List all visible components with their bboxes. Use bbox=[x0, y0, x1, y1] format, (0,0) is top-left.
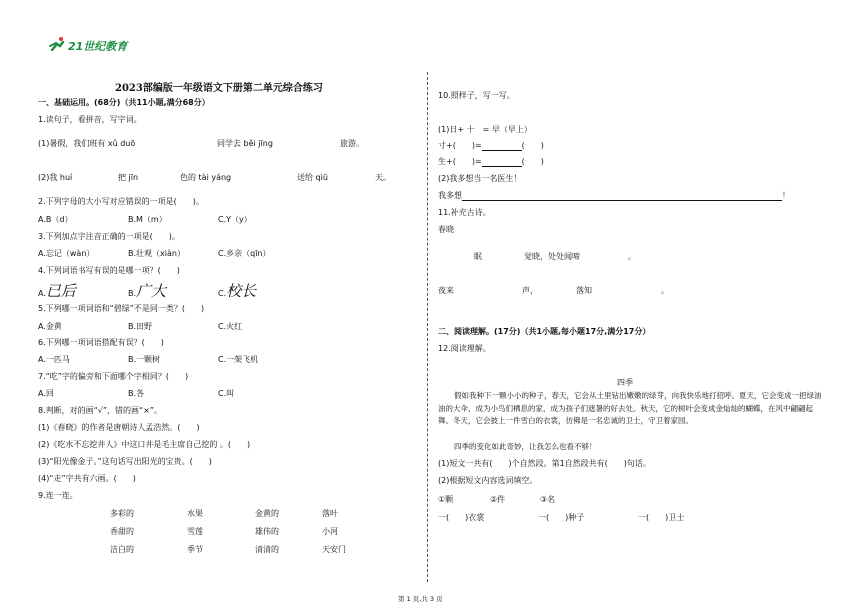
q2-stem: 2.下列字母的大小写对应错误的一项是( )。 bbox=[38, 197, 204, 206]
q11-stem: 11.补充古诗。 bbox=[438, 208, 491, 217]
q4-stem: 4.下列词语书写有误的是哪一项？( ) bbox=[38, 266, 180, 275]
q3-option-a[interactable]: A.忘记（wàn） bbox=[38, 249, 95, 258]
q6-stem: 6.下列哪一项词语搭配有误？( ) bbox=[38, 338, 164, 347]
q8-item-4[interactable]: (4)“走”字共有六画。( ) bbox=[38, 474, 136, 483]
q4-option-c[interactable] bbox=[218, 282, 257, 300]
q10-row1-b: ( ) bbox=[521, 141, 544, 150]
q9-cell[interactable]: 多彩的 bbox=[110, 509, 134, 518]
word-option-3: ③名 bbox=[540, 495, 556, 504]
q1-line2-a: (2)我 huí bbox=[38, 173, 73, 182]
q4-option-a-label: A. bbox=[38, 289, 46, 298]
q8-item-2[interactable]: (2)《吃水不忘挖井人》中这口井是毛主席自己挖的 。( ) bbox=[38, 440, 251, 449]
q9-cell[interactable]: 雪莲 bbox=[187, 527, 203, 536]
column-divider bbox=[427, 72, 428, 582]
q10-row1-a: 寸+( )= bbox=[438, 141, 482, 150]
q6-option-c[interactable]: C.一架飞机 bbox=[218, 355, 259, 364]
q10-stem: 10.照样子，写一写。 bbox=[438, 91, 515, 100]
q1-line2-b: 把 jīn bbox=[118, 173, 139, 182]
q9-cell[interactable]: 季节 bbox=[187, 545, 203, 554]
q5-option-b[interactable]: B.田野 bbox=[128, 322, 153, 331]
q7-option-b[interactable]: B.各 bbox=[128, 389, 145, 398]
poem-l2-c: 落知 bbox=[576, 286, 592, 295]
q8-stem: 8.判断，对的画“√”，错的画“×”。 bbox=[38, 406, 163, 415]
q10-row1[interactable] bbox=[438, 140, 544, 151]
q4-option-a-word: 已后 bbox=[45, 282, 76, 300]
q4-option-c-label: C. bbox=[218, 289, 227, 298]
q1-stem: 1.读句子，看拼音，写字词。 bbox=[38, 115, 142, 124]
q10-row2-blank[interactable] bbox=[482, 158, 522, 167]
passage-paragraph-2: 四季的变化如此奇妙，让我怎么也看不够！ bbox=[454, 442, 597, 451]
q1-line1-c: 旅游。 bbox=[340, 139, 364, 148]
q2-option-a[interactable]: A.B（d） bbox=[38, 215, 73, 224]
q9-cell[interactable]: 香甜的 bbox=[110, 527, 134, 536]
runner-logo-icon bbox=[48, 36, 68, 52]
q5-option-a[interactable]: A.金黄 bbox=[38, 322, 62, 331]
q7-option-a[interactable]: A.回 bbox=[38, 389, 54, 398]
q4-option-b-label: B. bbox=[128, 289, 137, 298]
q3-option-b[interactable]: B.壮观（xiàn） bbox=[128, 249, 185, 258]
q9-cell[interactable]: 金黄的 bbox=[255, 509, 279, 518]
fill-blank-3[interactable]: 一( )卫士 bbox=[638, 513, 685, 522]
q9-cell[interactable]: 水果 bbox=[187, 509, 203, 518]
fill-blank-1[interactable]: 一( )衣裳 bbox=[438, 513, 485, 522]
q7-option-c[interactable]: C.叫 bbox=[218, 389, 235, 398]
q10-row2-b: ( ) bbox=[521, 157, 544, 166]
q12-sub2: (2)根据短文内容选词填空。 bbox=[438, 476, 538, 485]
q9-stem: 9.连一连。 bbox=[38, 491, 78, 500]
q12-stem: 12.阅读理解。 bbox=[438, 344, 491, 353]
q4-option-b-word: 广大 bbox=[136, 282, 167, 300]
q9-cell[interactable]: 天安门 bbox=[322, 545, 346, 554]
q12-sub1[interactable]: (1)短文一共有( )个自然段。第1自然段共有( )句话。 bbox=[438, 459, 651, 468]
q1-line2-c: 色的 tài yáng bbox=[180, 173, 232, 182]
q10-row2[interactable] bbox=[438, 156, 544, 167]
q10-write-end: ！ bbox=[782, 191, 790, 200]
q1-line2-e: 天。 bbox=[375, 173, 391, 182]
passage-title: 四季 bbox=[617, 378, 633, 387]
logo-text: 21世纪教育 bbox=[68, 40, 128, 53]
q5-option-c[interactable]: C.火红 bbox=[218, 322, 243, 331]
q9-cell[interactable]: 洁白的 bbox=[110, 545, 134, 554]
word-option-2: ②件 bbox=[490, 495, 506, 504]
q10-write-line[interactable] bbox=[438, 190, 790, 201]
word-option-1: ①颗 bbox=[438, 495, 454, 504]
q3-option-c[interactable]: C.乡亲（qīn） bbox=[218, 249, 271, 258]
q10-sentence: (2)我多想当一名医生！ bbox=[438, 174, 522, 183]
q8-item-1[interactable]: (1)《春晓》的作者是唐朝诗人孟浩然。( ) bbox=[38, 423, 200, 432]
q1-line2-d: 送给 qiū bbox=[297, 173, 328, 182]
q10-write-blank[interactable] bbox=[462, 192, 782, 201]
q6-option-a[interactable]: A.一匹马 bbox=[38, 355, 70, 364]
q4-option-a[interactable] bbox=[38, 282, 76, 300]
q7-stem: 7.“吃”字的偏旁和下面哪个字相同？( ) bbox=[38, 372, 189, 381]
q4-option-c-word: 校长 bbox=[226, 282, 257, 300]
poem-l1-a: 眠 bbox=[474, 252, 482, 261]
q9-cell[interactable]: 清清的 bbox=[255, 545, 279, 554]
poem-l2-d: 。 bbox=[661, 286, 669, 295]
q10-example: (1)日+ 十 = 早（早上） bbox=[438, 125, 532, 134]
q10-row1-blank[interactable] bbox=[482, 142, 522, 151]
q10-write-prefix: 我多想 bbox=[438, 191, 462, 200]
q4-option-b[interactable] bbox=[128, 282, 167, 300]
page-footer: 第 1 页,共 3 页 bbox=[398, 595, 443, 603]
poem-l1-c: 。 bbox=[628, 252, 636, 261]
fill-blank-2[interactable]: 一( )种子 bbox=[538, 513, 585, 522]
poem-l2-b: 声， bbox=[522, 286, 538, 295]
section1-heading: 一、基础运用。(68分)（共11小题,满分68分） bbox=[38, 98, 210, 107]
page-title: 2023部编版一年级语文下册第二单元综合练习 bbox=[115, 83, 323, 94]
poem-title: 春晓 bbox=[438, 225, 454, 234]
q3-stem: 3.下列加点字注音正确的一项是( )。 bbox=[38, 232, 180, 241]
q5-stem: 5.下列哪一项词语和“碧绿”不是同一类？( ) bbox=[38, 304, 205, 313]
section2-heading: 二、阅读理解。(17分)（共1小题,每小题17分,满分17分） bbox=[438, 327, 651, 336]
q9-cell[interactable]: 雄伟的 bbox=[255, 527, 279, 536]
q2-option-b[interactable]: B.M（m） bbox=[128, 215, 167, 224]
q8-item-3[interactable]: (3)“阳光像金子。”这句话写出阳光的宝贵。( ) bbox=[38, 457, 212, 466]
passage-paragraph-1: 假如我种下一颗小小的种子，春天，它会从土里钻出嫩嫩的绿芽，向我快乐地打招呼。夏天，它会变成一把绿油油的大伞，成为小鸟们栖息的家，成为孩子们遮暑的好去处。秋天，它的树叶会变成金灿灿的蝴蝶，在风中翩翩起舞。冬天，它会披上一件雪白的衣裳，仿佛是一名忠诚的卫士，守卫着家园。 bbox=[438, 391, 822, 425]
q9-cell[interactable]: 小河 bbox=[322, 527, 338, 536]
q10-row2-a: 生+( )= bbox=[438, 157, 482, 166]
poem-l1-b: 觉晓，处处闻啼 bbox=[524, 252, 580, 261]
q1-line1-b: 同学去 běi jīng bbox=[217, 139, 273, 148]
q9-cell[interactable]: 落叶 bbox=[322, 509, 338, 518]
q6-option-b[interactable]: B.一颗树 bbox=[128, 355, 161, 364]
poem-l2-a: 夜来 bbox=[438, 286, 454, 295]
q1-line1-a: (1)暑假，我们班有 xǔ duō bbox=[38, 139, 136, 148]
q2-option-c[interactable]: C.Y（y） bbox=[218, 215, 252, 224]
